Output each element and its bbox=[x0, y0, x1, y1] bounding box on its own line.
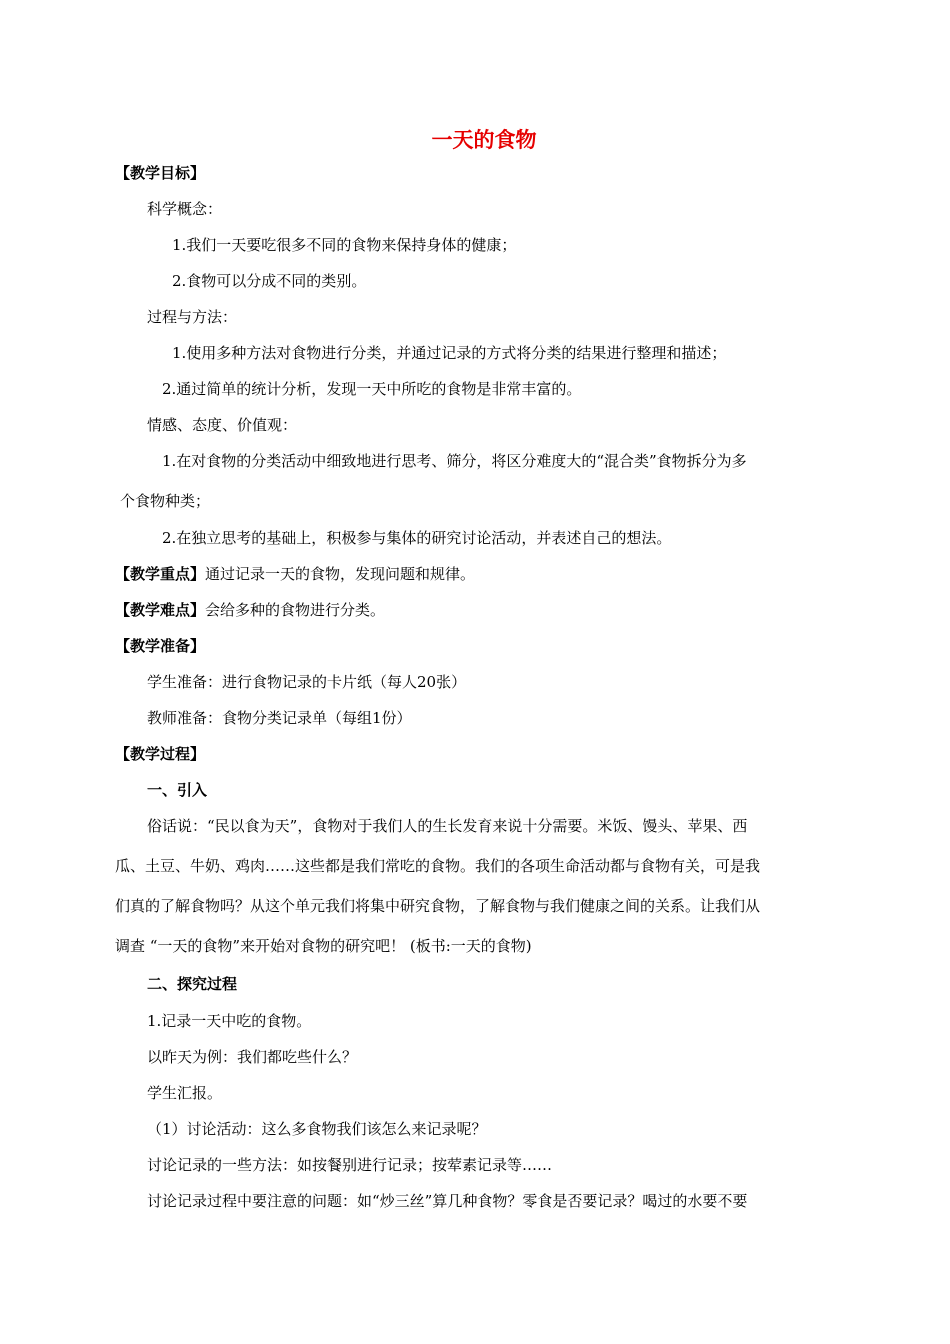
emotion-item-2: 2.在独立思考的基础上，积极参与集体的研究讨论活动，并表述自己的想法。 bbox=[162, 529, 672, 547]
process-method-item-2: 2.通过简单的统计分析，发现一天中所吃的食物是非常丰富的。 bbox=[162, 380, 582, 398]
process-method-label: 过程与方法： bbox=[147, 308, 238, 326]
student-preparation: 学生准备：进行食物记录的卡片纸（每人20张） bbox=[147, 673, 467, 691]
intro-paragraph-line-4: 调查 “一天的食物”来开始对食物的研究吧！ (板书:一天的食物) bbox=[115, 937, 532, 955]
difficulty-paragraph bbox=[115, 600, 385, 620]
preparation-heading: 【教学准备】 bbox=[115, 637, 206, 655]
key-point-text: 通过记录一天的食物，发现问题和规律。 bbox=[205, 565, 476, 583]
student-report: 学生汇报。 bbox=[147, 1084, 223, 1102]
science-concept-label: 科学概念： bbox=[147, 200, 223, 218]
teacher-preparation: 教师准备：食物分类记录单（每组1份） bbox=[147, 709, 412, 727]
difficulty-text: 会给多种的食物进行分类。 bbox=[205, 601, 386, 619]
key-point-paragraph bbox=[115, 564, 475, 584]
step-1-title: 1.记录一天中吃的食物。 bbox=[147, 1012, 312, 1030]
goals-heading: 【教学目标】 bbox=[115, 164, 206, 182]
science-concept-item-1: 1.我们一天要吃很多不同的食物来保持身体的健康； bbox=[172, 236, 517, 254]
discussion-activity: （1）讨论活动：这么多食物我们该怎么来记录呢？ bbox=[147, 1120, 487, 1138]
section-explore-heading: 二、探究过程 bbox=[147, 975, 238, 993]
section-intro-heading: 一、引入 bbox=[147, 781, 208, 799]
record-methods: 讨论记录的一些方法：如按餐别进行记录；按荤素记录等…… bbox=[147, 1156, 553, 1174]
key-point-heading: 【教学重点】 bbox=[115, 565, 206, 583]
intro-paragraph-line-3: 们真的了解食物吗？从这个单元我们将集中研究食物，了解食物与我们健康之间的关系。让我们从 bbox=[115, 897, 761, 915]
science-concept-item-2: 2.食物可以分成不同的类别。 bbox=[172, 272, 367, 290]
process-heading: 【教学过程】 bbox=[115, 745, 206, 763]
intro-paragraph-line-1: 俗话说：“民以食为天”，食物对于我们人的生长发育来说十分需要。米饭、馒头、苹果、西 bbox=[147, 817, 748, 835]
intro-paragraph-line-2: 瓜、土豆、牛奶、鸡肉……这些都是我们常吃的食物。我们的各项生命活动都与食物有关，可是我 bbox=[115, 857, 761, 875]
emotion-item-1-line-2: 个食物种类； bbox=[120, 492, 211, 510]
emotion-attitude-label: 情感、态度、价值观： bbox=[147, 416, 298, 434]
process-method-item-1: 1.使用多种方法对食物进行分类，并通过记录的方式将分类的结果进行整理和描述； bbox=[172, 344, 727, 362]
emotion-item-1-line-1: 1.在对食物的分类活动中细致地进行思考、筛分，将区分难度大的“混合类”食物拆分为多 bbox=[162, 452, 747, 470]
example-question: 以昨天为例：我们都吃些什么？ bbox=[147, 1048, 358, 1066]
record-issues: 讨论记录过程中要注意的问题：如“炒三丝”算几种食物？零食是否要记录？喝过的水要不要 bbox=[147, 1192, 748, 1210]
difficulty-heading: 【教学难点】 bbox=[115, 601, 206, 619]
document-title: 一天的食物 bbox=[431, 128, 537, 152]
